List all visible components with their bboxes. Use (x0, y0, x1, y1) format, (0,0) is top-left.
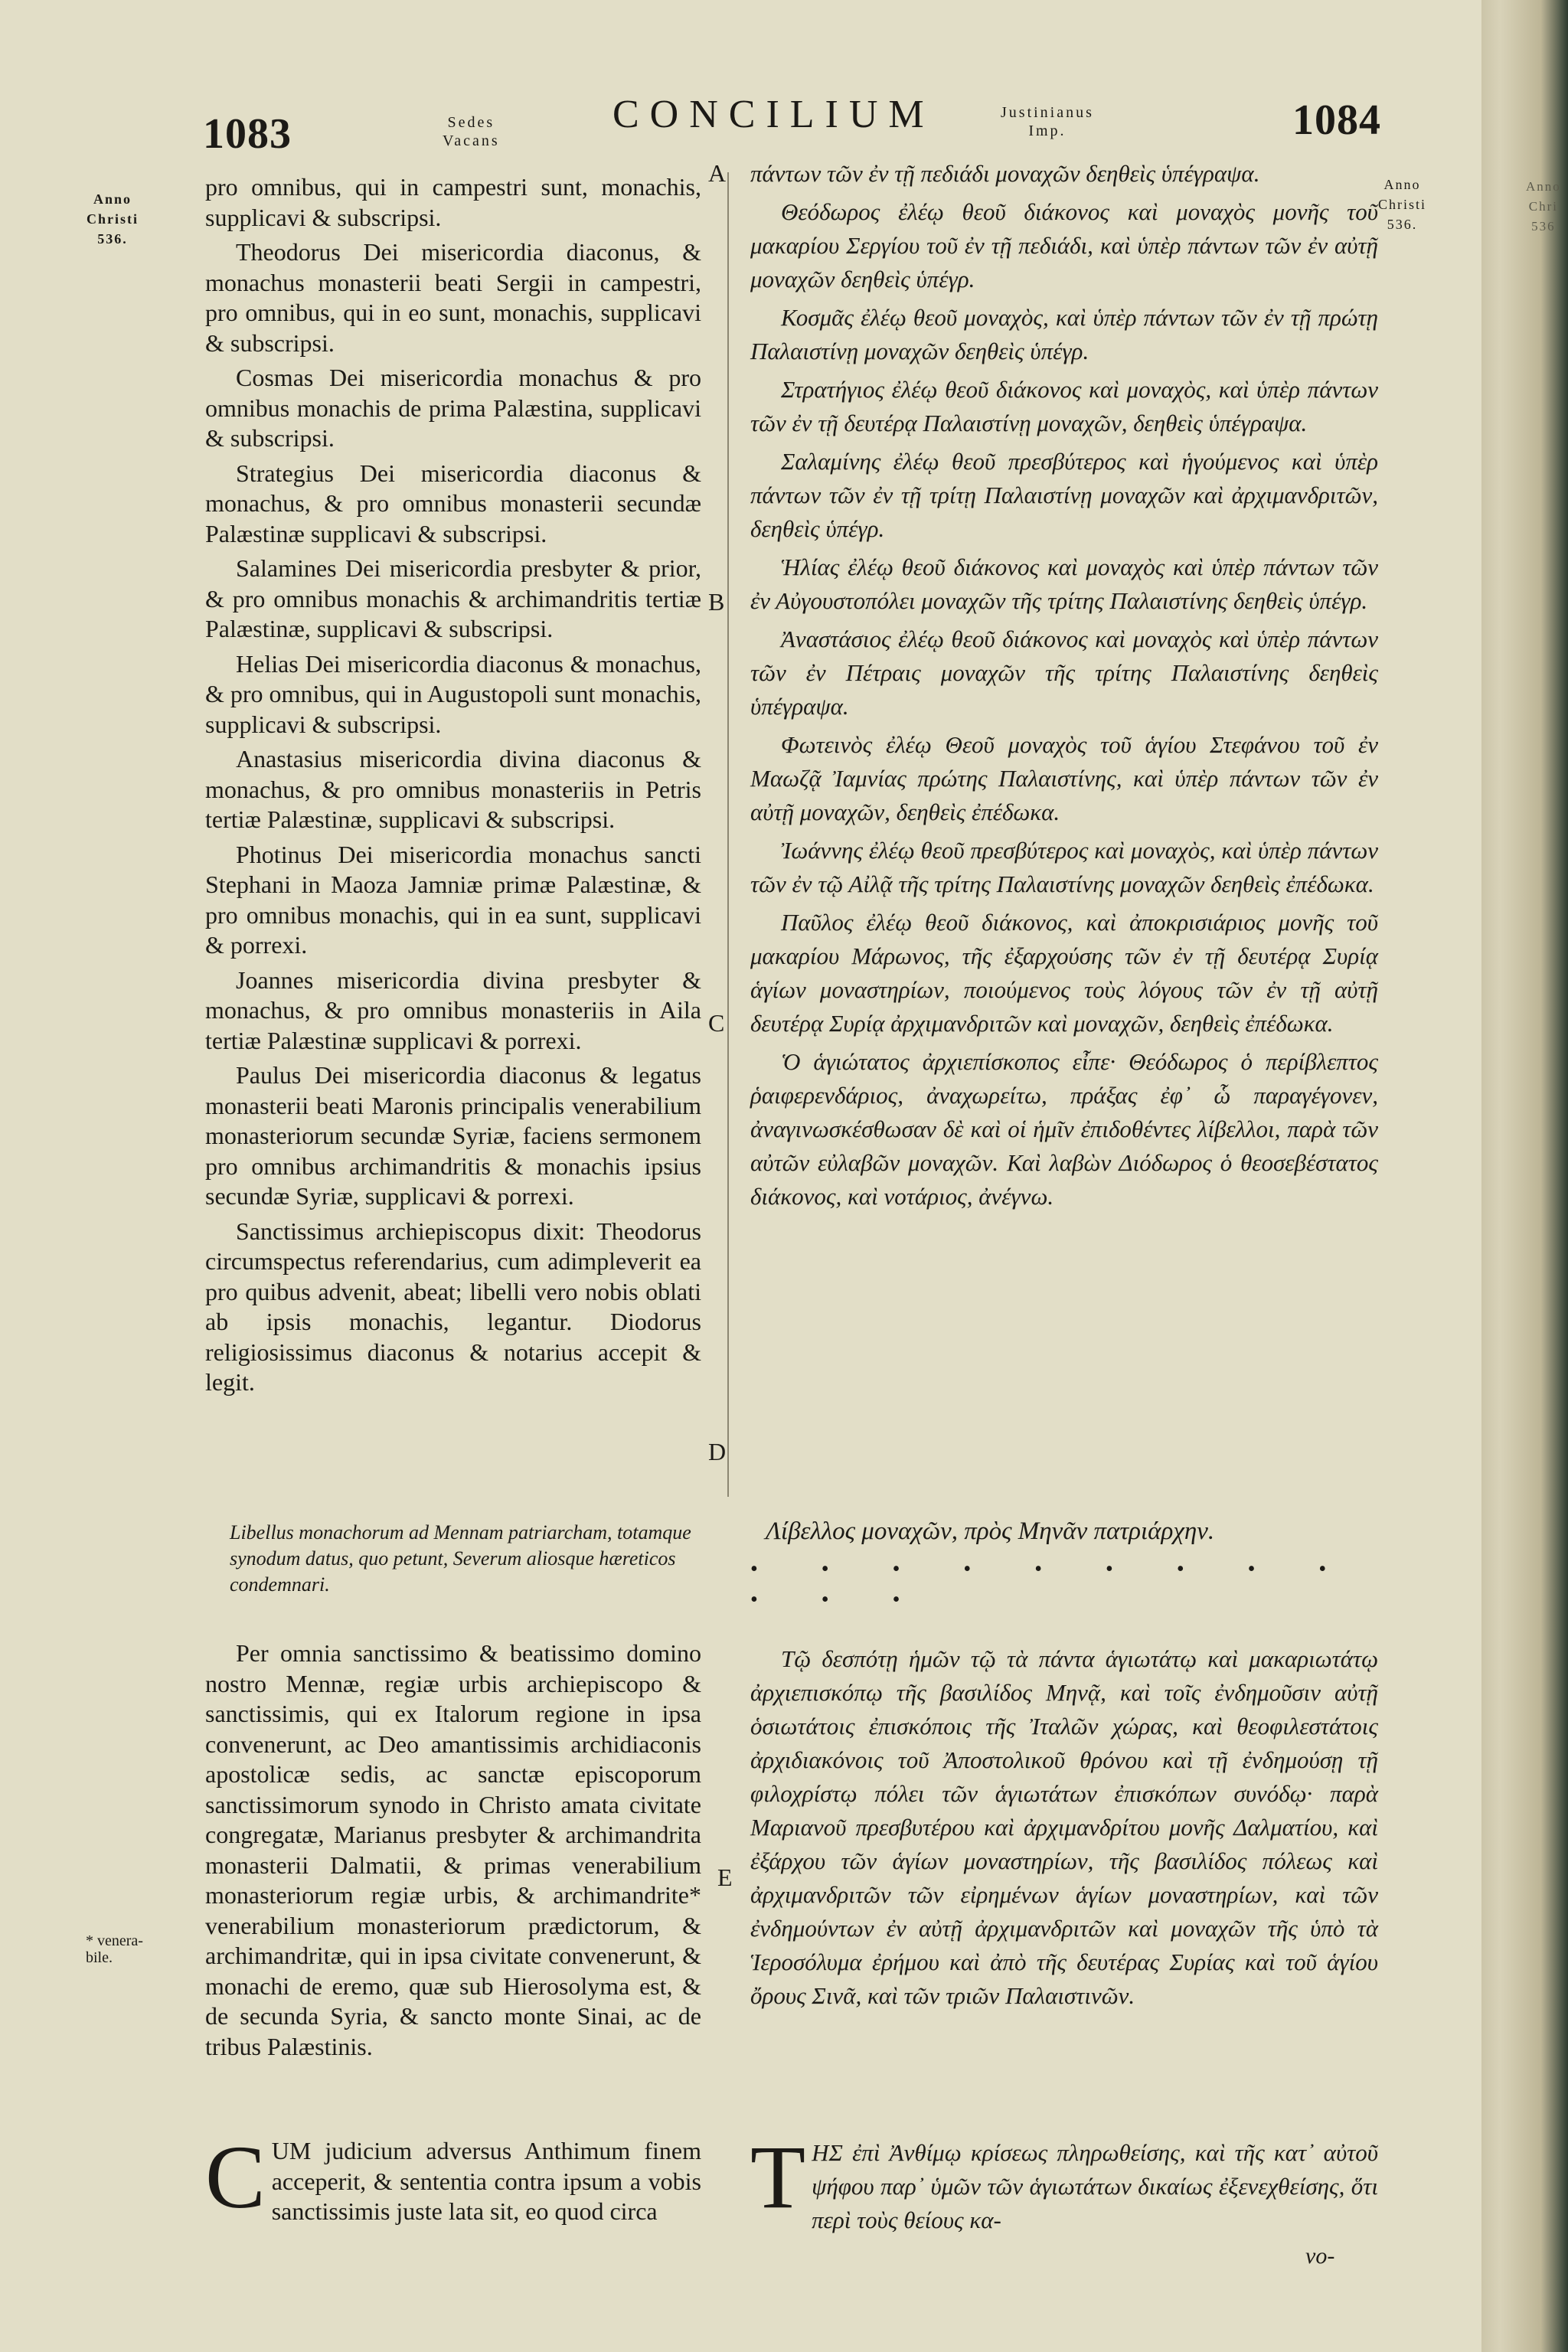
greek-paragraph: Ὁ ἁγιώτατος ἀρχιεπίσκοπος εἶπε· Θεόδωρος ὁ περίβλεπτος ῥαιφερενδάριος, ἀναχωρείτω, πράξας ἐφ᾽ ὧ παραγέγονεν, ἀναγινωσκέσθωσαν δὲ καὶ οἱ ἡμῖν ἐπιδοθέντες λίβελλοι, παρὰ τῶν αὐτῶν εὐλαβῶν μοναχῶν. Καὶ λαβὼν Διόδωρος ὁ θεοσεβέστατος διάκονος, καὶ νοτάριος, ἀνέγνω. (750, 1048, 1378, 1210)
running-head-title: CONCILIUM (612, 93, 935, 136)
anno-word: Anno (93, 191, 132, 207)
latin-paragraph: Strategius Dei misericordia diaconus & monachus, & pro omnibus monasterii secundæ Palæstinæ supplicavi & subscripsi. (205, 459, 701, 547)
greek-paragraph: Τῷ δεσπότῃ ἡμῶν τῷ τὰ πάντα ἁγιωτάτῳ καὶ μακαριωτάτῳ ἀρχιεπισκόπῳ τῆς βασιλίδος Μηνᾷ, καὶ τοῖς ἐνδημοῦσιν αὐτῇ ὁσιωτάτοις ἐπισκόποις τῆς Ἰταλῶν χώρας, καὶ θεοφιλεστάτοις ἀρχιδιακόνοις τοῦ Ἀποστολικοῦ θρόνου καὶ τῇ ἐνδημούσῃ τῇ φιλοχρίστῳ πόλει τῶν ἁγιωτάτων ἐπισκόπων συνόδῳ· παρὰ Μαριανοῦ πρεσβυτέρου καὶ ἀρχιμανδρίτου μονῆς Δαλματίου, καὶ ἐξάρχου τῶν ἁγίων μοναστηρίων, τῆς βασιλίδος πόλεως καὶ ἀρχιμανδριτῶν τῶν εἰρημένων ἁγίων μοναστηρίων, καὶ τῶν ἐνδημούντων ἐν αὐτῇ ἀρχιμανδριτῶν καὶ μοναχῶν τῆς ὑπὸ τὰ Ἱεροσόλυμα ἐρήμου καὶ ἀπὸ τῆς δευτέρας Συρίας καὶ τοῦ ἁγίου ὄρους Σινᾶ, καὶ τῶν τριῶν Παλαιστινῶν. (750, 1645, 1378, 2009)
scan-background-edge (1478, 0, 1568, 2352)
latin-column-lower (205, 1638, 701, 2062)
latin-paragraph: Photinus Dei misericordia monachus sancti Stephani in Maoza Jamniæ primæ Palæstinæ, & pro omnibus monachis, qui in ea sunt, supplicavi & porrexi. (205, 840, 701, 959)
christi-word: Christi (87, 211, 139, 227)
anno-word: Anno (1526, 179, 1561, 194)
greek-closing (750, 2127, 1378, 2237)
page-number-left: 1083 (203, 110, 292, 158)
greek-column-upper (750, 157, 1378, 1218)
greek-paragraph: Ἀναστάσιος ἐλέῳ θεοῦ διάκονος καὶ μοναχὸς καὶ ὑπὲρ πάντων τῶν ἐν Πέτραις μοναχῶν τῆς τρίτης Παλαιστίνης δεηθεὶς ὑπέγραψα. (750, 626, 1378, 720)
greek-libellus-heading (750, 1514, 1378, 1615)
anno-christi-right (1378, 175, 1426, 234)
anno-christi-left (87, 189, 139, 249)
page-number-right: 1084 (1292, 96, 1381, 144)
greek-paragraph: ΗΣ ἐπὶ Ἀνθίμῳ κρίσεως πληρωθείσης, καὶ τῆς κατ᾽ αὐτοῦ ψήφου παρ᾽ ὑμῶν τῶν ἁγιωτάτων δικαίως ἐξενεχθείσης, ὅτι περὶ τοὺς θείους κα- (812, 2139, 1378, 2233)
greek-paragraph: Θεόδωρος ἐλέῳ θεοῦ διάκονος καὶ μοναχὸς μονῆς τοῦ μακαρίου Σεργίου τοῦ ἐν τῇ πεδιάδι, καὶ ὑπὲρ πάντων τῶν ἐν αὐτῇ μοναχῶν δεηθεὶς ὑπέγρ. (750, 198, 1378, 292)
libellus-title-greek: Λίβελλος μοναχῶν, πρὸς Μηνᾶν πατριάρχην. (766, 1517, 1215, 1545)
section-marker-a: A (708, 159, 727, 187)
greek-paragraph: Στρατήγιος ἐλέῳ θεοῦ διάκονος καὶ μοναχὸς, καὶ ὑπὲρ πάντων τῶν ἐν τῇ δευτέρᾳ Παλαιστίνῃ μοναχῶν, δεηθεὶς ὑπέγραψα. (750, 376, 1378, 436)
year: 536 (1531, 219, 1556, 234)
year: 536. (1387, 217, 1418, 232)
dotted-separator: • • • • • • • • • • • • (750, 1557, 1356, 1612)
anno-christi-next-page (1526, 177, 1561, 237)
latin-paragraph: Helias Dei misericordia diaconus & monachus, & pro omnibus, qui in Augustopoli sunt monachis, supplicavi & subscripsi. (205, 649, 702, 738)
latin-paragraph: Theodorus Dei misericordia diaconus, & monachus monasterii beati Sergii in campestri, pro omnibus, qui in eo sunt, monachis, supplicavi & subscripsi. (205, 238, 701, 357)
section-marker-e: E (717, 1864, 733, 1891)
latin-closing (205, 2127, 701, 2227)
latin-paragraph: Per omnia sanctissimo & beatissimo domino nostro Mennæ, regiæ urbis archiepiscopo & sanctissimis, qui ex Italorum regione in ipsa convenerunt, ac Deo amantissimis archidiaconis apostolicæ sedis, ac sanctæ episcoporum sanctissimorum synodo in Christo amata civitate congregatæ, Marianus presbyter & archimandrita monasterii Dalmatii, & primas venerabilium monasteriorum regiæ urbis, & archimandrite* venerabilium monasteriorum prædictorum, & archimandritæ, qui in ipsa civitate convenerunt, & monachi de eremo, quæ sub Hierosolyma est, & de secunda Syria, & sancto monte Sinai, ac de tribus Palæstinis. (205, 1639, 701, 2060)
running-head-justinianus (1001, 103, 1094, 140)
greek-column-lower (750, 1642, 1378, 2013)
drop-cap-c: C (205, 2127, 266, 2227)
anno-word: Anno (1383, 177, 1421, 192)
latin-paragraph: Sanctissimus archiepiscopus dixit: Theodorus circumspectus referendarius, cum adimpleverit ea pro quibus advenit, abeat; libelli vero nobis oblati ab ipsis monachis, legantur. Diodorus religiosissimus diaconus & notarius accepit & legit. (205, 1217, 701, 1396)
column-divider (727, 172, 729, 1497)
justinianus-line1: Justinianus (1001, 104, 1094, 121)
sedes-line1: Sedes (447, 114, 495, 131)
note-line1: * venera- (86, 1932, 143, 1949)
drop-cap-t: Τ (750, 2127, 806, 2227)
note-line2: bile. (86, 1949, 113, 1966)
section-marker-d: D (708, 1438, 727, 1465)
latin-paragraph: Joannes misericordia divina presbyter & monachus, & pro omnibus monasteriis in Aila tertiæ Palæstinæ supplicavi & porrexi. (205, 965, 701, 1054)
section-marker-c: C (708, 1009, 725, 1037)
greek-paragraph: πάντων τῶν ἐν τῇ πεδιάδι μοναχῶν δεηθεὶς ὑπέγραψα. (750, 160, 1260, 187)
greek-paragraph: Κοσμᾶς ἐλέῳ θεοῦ μοναχὸς, καὶ ὑπὲρ πάντων τῶν ἐν τῇ πρώτῃ Παλαιστίνῃ μοναχῶν δεηθεὶς ὑπέγρ. (750, 304, 1378, 364)
christi-word: Christi (1378, 197, 1427, 212)
latin-paragraph: Cosmas Dei misericordia monachus & pro omnibus monachis de prima Palæstina, supplicavi & subscripsi. (205, 364, 701, 452)
greek-paragraph: Φωτεινὸς ἐλέῳ Θεοῦ μοναχὸς τοῦ ἁγίου Στεφάνου τοῦ ἐν Μαωζᾷ Ἰαμνίας πρώτης Παλαιστίνης, καὶ ὑπὲρ πάντων τῶν ἐν αὐτῇ μοναχῶν, δεηθεὶς ἐπέδωκα. (750, 731, 1378, 825)
latin-paragraph: Salamines Dei misericordia presbyter & prior, & pro omnibus monachis & archimandritis tertiæ Palæstinæ, supplicavi & subscripsi. (205, 554, 701, 642)
greek-paragraph: Ἰωάννης ἐλέῳ θεοῦ πρεσβύτερος καὶ μοναχὸς, καὶ ὑπὲρ πάντων τῶν ἐν τῷ Αἰλᾷ τῆς τρίτης Παλαιστίνης μοναχῶν δεηθεὶς ἐπέδωκα. (750, 837, 1378, 897)
section-marker-b: B (708, 588, 725, 616)
libellus-title: Libellus monachorum ad Mennam patriarcham, totamque synodum datus, quo petunt, Severum aliosque hæreticos condemnari. (230, 1521, 691, 1596)
latin-paragraph: Anastasius misericordia divina diaconus & monachus, & pro omnibus monasteriis in Petris tertiæ Palæstinæ, supplicavi & subscripsi. (205, 745, 701, 833)
greek-paragraph: Σαλαμίνης ἐλέῳ θεοῦ πρεσβύτερος καὶ ἡγούμενος καὶ ὑπὲρ πάντων τῶν ἐν τῇ τρίτῃ Παλαιστίνῃ μοναχῶν καὶ ἀρχιμανδριτῶν, δεηθεὶς ὑπέγρ. (750, 448, 1378, 542)
latin-column-upper (205, 172, 701, 1403)
justinianus-line2: Imp. (1028, 122, 1067, 139)
greek-paragraph: Παῦλος ἐλέῳ θεοῦ διάκονος, καὶ ἀποκρισιάριος μονῆς τοῦ μακαρίου Μάρωνος, τῆς ἐξαρχούσης τῶν ἐν τῇ δευτέρᾳ Συρίᾳ ἁγίων μοναστηρίων, ποιούμενος τοὺς λόγους τῶν ἐν τῇ αὐτῇ δευτέρᾳ Συρίᾳ ἀρχιμανδριτῶν καὶ μοναχῶν, δεηθεὶς ἐπέδωκα. (750, 909, 1378, 1037)
year: 536. (97, 231, 128, 247)
sedes-line2: Vacans (443, 132, 500, 149)
christi-word: Chri (1528, 199, 1558, 214)
catchword: νο- (1305, 2243, 1335, 2269)
latin-paragraph: UM judicium adversus Anthimum finem acceperit, & sententia contra ipsum a vobis sanctissimis juste lata sit, eo quod circa (271, 2137, 701, 2225)
margin-note-venerabile (86, 1932, 143, 1966)
running-head-sedes (443, 113, 500, 150)
latin-paragraph: Paulus Dei misericordia diaconus & legatus monasterii beati Maronis principalis venerabilium monasteriorum secundæ Syriæ, faciens sermonem pro omnibus archimandritis & monachis ipsius secundæ Syriæ, supplicavi & porrexi. (205, 1061, 701, 1210)
latin-paragraph: pro omnibus, qui in campestri sunt, monachis, supplicavi & subscripsi. (205, 173, 701, 231)
greek-paragraph: Ἡλίας ἐλέῳ θεοῦ διάκονος καὶ μοναχὸς καὶ ὑπὲρ πάντων τῶν ἐν Αὐγουστοπόλει μοναχῶν τῆς τρίτης Παλαιστίνης δεηθεὶς ὑπέγρ. (750, 554, 1378, 614)
latin-libellus-heading (230, 1520, 697, 1598)
